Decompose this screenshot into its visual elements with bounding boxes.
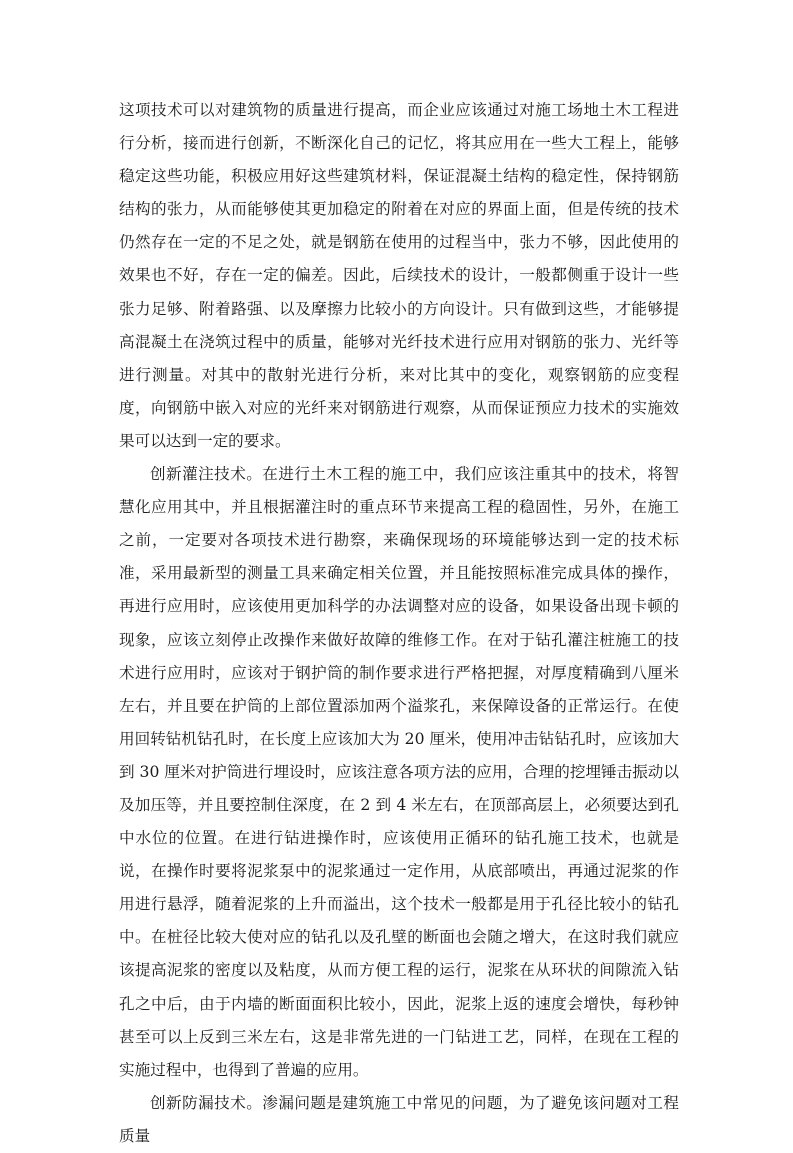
document-body — [119, 94, 679, 1153]
paragraph-leak-prevention-technique: 创新防漏技术。渗漏问题是建筑施工中常见的问题，为了避免该问题对工程质量 — [119, 1093, 679, 1145]
paragraph-steel-fiber-technique: 这项技术可以对建筑物的质量进行提高，而企业应该通过对施工场地土木工程进行分析，接而进行创新，不断深化自己的记忆，将其应用在一些大工程上，能够稳定这些功能，积极应用好这些建筑材料，保证混凝土结构的稳定性，保持钢筋结构的张力，从而能够使其更加稳定的附着在对应的界面上面，但是传统的技术仍然存在一定的不足之处，就是钢筋在使用的过程当中，张力不够，因此使用的效果也不好，存在一定的偏差。因此，后续技术的设计，一般都侧重于设计一些张力足够、附着路强、以及摩擦力比较小的方向设计。只有做到这些，才能够提高混凝土在浇筑过程中的质量，能够对光纤技术进行应用对钢筋的张力、光纤等进行测量。对其中的散射光进行分析，来对比其中的变化，观察钢筋的应变程度，向钢筋中嵌入对应的光纤来对钢筋进行观察，从而保证预应力技术的实施效果可以达到一定的要求。 — [119, 101, 679, 450]
paragraph-pouring-technique: 创新灌注技术。在进行土木工程的施工中，我们应该注重其中的技术，将智慧化应用其中，并且根据灌注时的重点环节来提高工程的稳固性，另外，在施工之前，一定要对各项技术进行勘察，来确保现场的环境能够达到一定的技术标准，采用最新型的测量工具来确定相关位置，并且能按照标准完成具体的操作，再进行应用时，应该使用更加科学的办法调整对应的设备，如果设备出现卡顿的现象，应该立刻停止改操作来做好故障的维修工作。在对于钻孔灌注桩施工的技术进行应用时，应该对于钢护筒的制作要求进行严格把握，对厚度精确到八厘米左右，并且要在护筒的上部位置添加两个溢浆孔，来保障设备的正常运行。在使用回转钻机钻孔时，在长度上应该加大为 20 厘米，使用冲击钻钻孔时，应该加大到 30 厘米对护筒进行埋设时，应该注意各项方法的应用，合理的挖埋锤击振动以及加压等，并且要控制住深度，在 2 到 4 米左右，在顶部高层上，必须要达到孔中水位的位置。在进行钻进操作时，应该使用正循环的钻孔施工技术，也就是说，在操作时要将泥浆泵中的泥浆通过一定作用，从底部喷出，再通过泥浆的作用进行悬浮，随着泥浆的上升而溢出，这个技术一般都是用于孔径比较小的钻孔中。在桩径比较大使对应的钻孔以及孔壁的断面也会随之增大，在这时我们就应该提高泥浆的密度以及粘度，从而方便工程的运行，泥浆在从环状的间隙流入钻孔之中后，由于内墙的断面面积比较小，因此，泥浆上返的速度会增快，每秒钟甚至可以上反到三米左右，这是非常先进的一门钻进工艺，同样，在现在工程的实施过程中，也得到了普遍的应用。 — [119, 465, 679, 1079]
